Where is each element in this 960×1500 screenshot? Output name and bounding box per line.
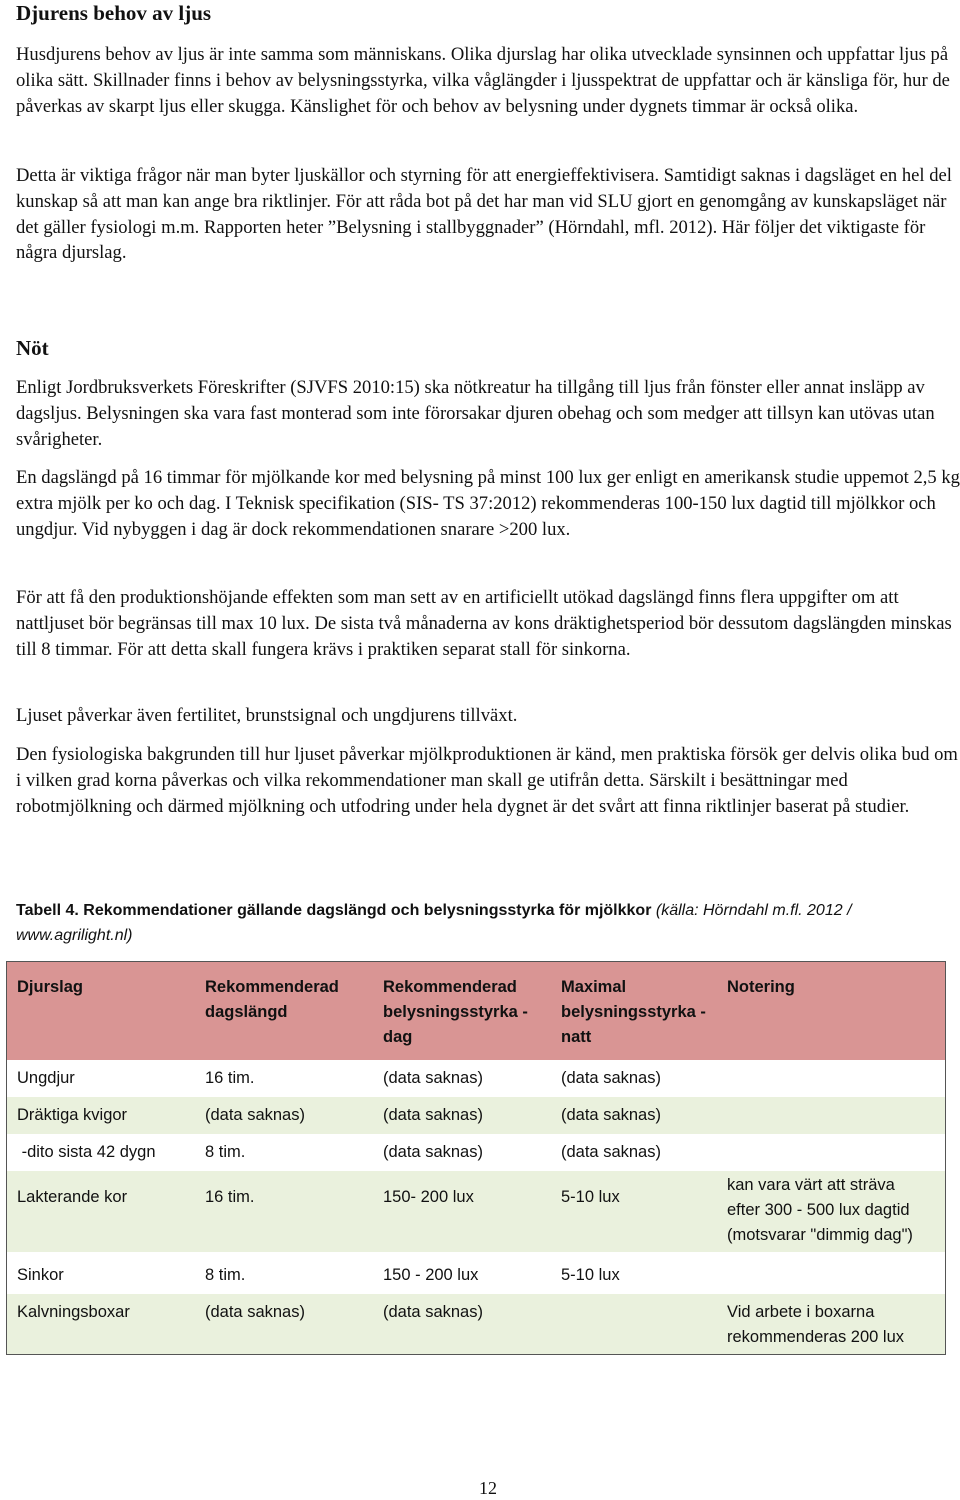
table-row (7, 1060, 946, 1097)
not-paragraph-2: En dagslängd på 16 timmar för mjölkande kor med belysning på minst 100 lux ger enligt en amerikansk studie uppemot 2,5 kg extra mjölk per ko och dag. I Teknisk specifikation (SIS- TS 37:2012) rekommenderas 100-150 lux dagtid till mjölkkor och ungdjur. Vid nybyggen i dag är dock rekommendationen snarare >200 lux. (16, 467, 960, 540)
cell-notering (717, 1097, 946, 1134)
heading-djurens-behov: Djurens behov av ljus (16, 1, 212, 25)
cell-dag: (data saknas) (373, 1060, 551, 1097)
header-dagslangd: Rekommenderad dagslängd (195, 962, 373, 1061)
cell-dagslangd: (data saknas) (195, 1097, 373, 1134)
recommendation-table (6, 961, 946, 1355)
heading-not: Nöt (16, 336, 49, 360)
table-row (7, 1294, 946, 1355)
cell-natt: (data saknas) (551, 1134, 717, 1171)
cell-dag: (data saknas) (373, 1294, 551, 1355)
table-header-row (7, 962, 946, 1061)
table-row (7, 1252, 946, 1294)
cell-djurslag: Dräktiga kvigor (7, 1097, 196, 1134)
cell-dagslangd: 8 tim. (195, 1134, 373, 1171)
cell-dagslangd: 8 tim. (195, 1252, 373, 1294)
cell-dag: 150 - 200 lux (373, 1252, 551, 1294)
intro-paragraph-2: Detta är viktiga frågor när man byter ljuskällor och styrning för att energieffektivisera. Samtidigt saknas i dagsläget en hel del kunskap så att man kan ange bra riktlinjer. För att råda bot på det har man vid SLU gjort en genomgång av kunskapsläget när det gäller fysiologi m.m. Rapporten heter ”Belysning i stallbyggnader” (Hörndahl, mfl. 2012). Här följer det viktigaste för några djurslag. (16, 165, 952, 264)
table-row (7, 1097, 946, 1134)
not-paragraph-4: Ljuset påverkar även fertilitet, brunstsignal och ungdjurens tillväxt. (16, 705, 518, 726)
cell-djurslag: Sinkor (7, 1252, 196, 1294)
table-caption-source: (källa: Hörndahl m.fl. 2012 / www.agrilight.nl) (16, 902, 852, 944)
cell-dag: 150- 200 lux (373, 1171, 551, 1252)
not-paragraph-5: Den fysiologiska bakgrunden till hur ljuset påverkar mjölkproduktionen är känd, men praktiska försök ger delvis olika bud om i vilken grad korna påverkas och vilka rekommendationer man skall ge utifrån detta. Särskilt i besättningar med robotmjölkning och därmed mjölkning och utfodring under hela dygnet är det svårt att finna riktlinjer baserat på studier. (16, 744, 958, 817)
cell-natt: (data saknas) (551, 1060, 717, 1097)
header-belysning-dag: Rekommenderad belysningsstyrka - dag (373, 962, 551, 1061)
cell-natt: 5-10 lux (551, 1252, 717, 1294)
not-paragraph-3: För att få den produktionshöjande effekten som man sett av en artificiellt utökad dagslängd finns flera uppgifter om att nattljuset bör begränsas till max 10 lux. De sista två månaderna av kons dräktighetsperiod bör dessutom dagslängden minskas till 8 timmar. För att detta skall fungera krävs i praktiken separat stall för sinkorna. (16, 587, 952, 660)
header-belysning-natt: Maximal belysningsstyrka - natt (551, 962, 717, 1061)
cell-djurslag: Kalvningsboxar (7, 1294, 196, 1355)
cell-notering (717, 1252, 946, 1294)
cell-natt (551, 1294, 717, 1355)
cell-djurslag: Ungdjur (7, 1060, 196, 1097)
cell-djurslag: -dito sista 42 dygn (7, 1134, 196, 1171)
cell-notering (717, 1060, 946, 1097)
cell-notering: Vid arbete i boxarna rekommenderas 200 lux (717, 1294, 946, 1355)
header-notering: Notering (717, 962, 946, 1061)
not-paragraph-1: Enligt Jordbruksverkets Föreskrifter (SJVFS 2010:15) ska nötkreatur ha tillgång till ljus från fönster eller annat insläpp av dagsljus. Belysningen ska vara fast monterad som inte förorsakar djuren obehag och som medger att tillsyn kan utövas utan svårigheter. (16, 377, 935, 450)
table-row (7, 1134, 946, 1171)
cell-notering: kan vara värt att sträva efter 300 - 500 lux dagtid (motsvarar "dimmig dag") (717, 1171, 946, 1252)
cell-dag: (data saknas) (373, 1097, 551, 1134)
cell-dagslangd: 16 tim. (195, 1060, 373, 1097)
page-number: 12 (479, 1478, 497, 1498)
header-djurslag: Djurslag (7, 962, 196, 1061)
table-row (7, 1171, 946, 1252)
cell-natt: (data saknas) (551, 1097, 717, 1134)
cell-notering (717, 1134, 946, 1171)
intro-paragraph-1: Husdjurens behov av ljus är inte samma som människans. Olika djurslag har olika utvecklade synsinnen och uppfattar ljus på olika sätt. Skillnader finns i behov av belysningsstyrka, vilka våglängder i ljusspektrat de uppfattar och är känsliga för, hur de påverkas av skarpt ljus eller skugga. Känslighet för och behov av belysning under dygnets timmar är också olika. (16, 44, 950, 117)
cell-dagslangd: (data saknas) (195, 1294, 373, 1355)
cell-dag: (data saknas) (373, 1134, 551, 1171)
cell-natt: 5-10 lux (551, 1171, 717, 1252)
table-caption-title: Tabell 4. Rekommendationer gällande dagslängd och belysningsstyrka för mjölkkor (16, 902, 652, 919)
cell-djurslag: Lakterande kor (7, 1171, 196, 1252)
table-caption (16, 898, 946, 948)
cell-dagslangd: 16 tim. (195, 1171, 373, 1252)
